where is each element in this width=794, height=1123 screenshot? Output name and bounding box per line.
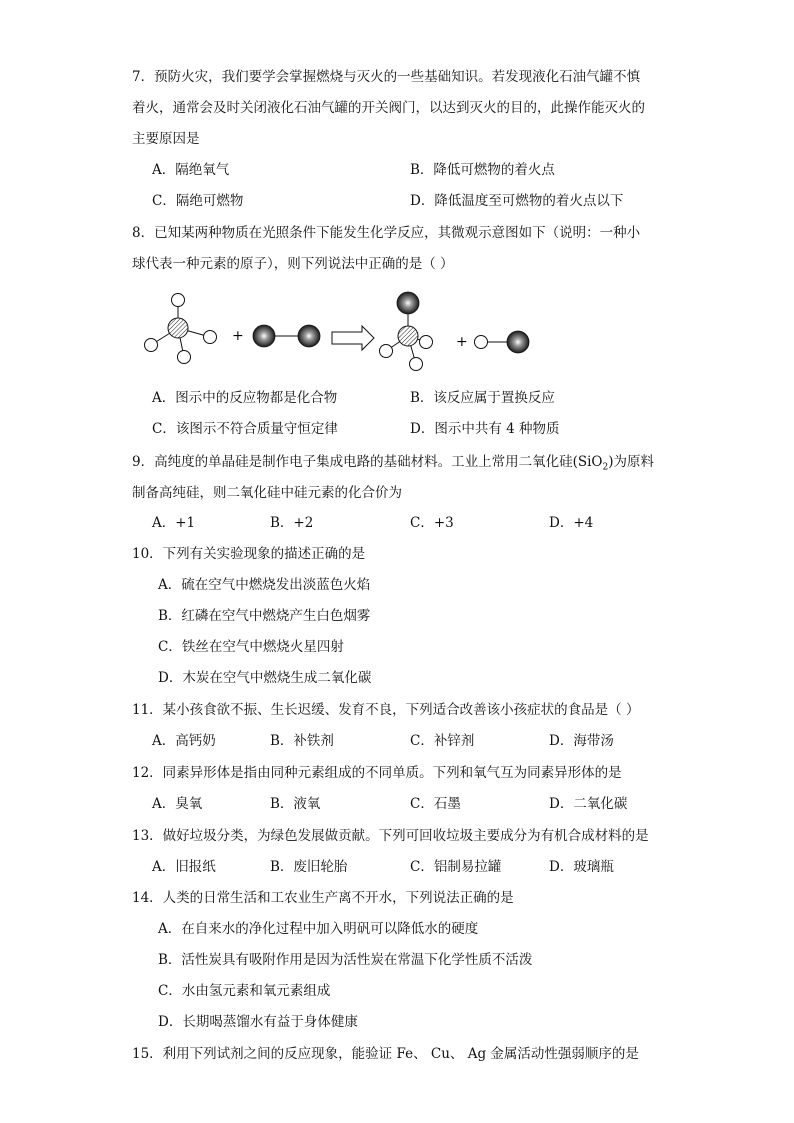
q9-option-b: B．+2: [270, 515, 314, 531]
q9-option-a: A．+1: [152, 515, 196, 531]
reaction-arrow: [332, 326, 374, 350]
q13-option-b: B．废旧轮胎: [270, 859, 348, 875]
reaction-diagram: [136, 282, 536, 378]
q7-option-d: D．降低温度至可燃物的着火点以下: [410, 193, 624, 209]
q10-option-b: B．红磷在空气中燃烧产生白色烟雾: [158, 608, 371, 624]
q11-option-b: B．补铁剂: [270, 733, 334, 749]
q11-line: 11．某小孩食欲不振、生长迟缓、发育不良，下列适合改善该小孩症状的食品是（ ）: [132, 702, 640, 718]
q8-option-a: A．图示中的反应物都是化合物: [152, 390, 338, 406]
q13-line: 13．做好垃圾分类，为绿色发展做贡献。下列可回收垃圾主要成分为有机合成材料的是: [132, 828, 649, 844]
q9-option-d: D．+4: [549, 515, 594, 531]
q13-option-c: C．铝制易拉罐: [410, 859, 502, 875]
product-molecule-1: [380, 292, 433, 371]
q8-line-1: 8．已知某两种物质在光照条件下能发生化学反应，其微观示意图如下（说明：一种小: [132, 225, 641, 241]
hatched-atom: [398, 326, 418, 346]
q12-option-d: D．二氧化碳: [549, 796, 628, 812]
q7-line-3: 主要原因是: [132, 131, 200, 147]
q14-option-d: D．长期喝蒸馏水有益于身体健康: [158, 1014, 358, 1030]
plus-sign: +: [232, 328, 244, 344]
q8-option-b: B．该反应属于置换反应: [410, 390, 555, 406]
small-atom: [475, 336, 488, 349]
q10-option-c: C．铁丝在空气中燃烧火星四射: [158, 639, 344, 655]
q14-line: 14．人类的日常生活和工农业生产离不开水，下列说法正确的是: [132, 890, 514, 906]
small-atom: [380, 345, 393, 358]
q14-option-a: A．在自来水的净化过程中加入明矾可以降低水的硬度: [158, 921, 479, 937]
q12-option-a: A．臭氧: [152, 796, 203, 812]
small-atom: [420, 336, 433, 349]
q14-option-c: C．水由氢元素和氧元素组成: [158, 983, 331, 999]
q13-option-a: A．旧报纸: [152, 859, 216, 875]
small-atom: [204, 331, 217, 344]
q15-line: 15．利用下列试剂之间的反应现象，能验证 Fe、 Cu、 Ag 金属活动性强弱顺序的是: [132, 1046, 639, 1062]
q7-option-c: C．隔绝可燃物: [152, 193, 244, 209]
q10-line: 10．下列有关实验现象的描述正确的是: [132, 546, 366, 562]
q8-option-c: C．该图示不符合质量守恒定律: [152, 421, 338, 437]
plus-sign: +: [456, 334, 468, 350]
q8-line-2: 球代表一种元素的原子），则下列说法中正确的是（ ）: [132, 256, 454, 272]
q11-option-a: A．高钙奶: [152, 733, 216, 749]
q12-line: 12．同素异形体是指由同种元素组成的不同单质。下列和氧气互为同素异形体的是: [132, 765, 622, 781]
small-atom: [172, 294, 185, 307]
q9-option-c: C．+3: [410, 515, 454, 531]
q9-line-1: 9．高纯度的单晶硅是制作电子集成电路的基础材料。工业上常用二氧化硅(SiO$_2$)为原料: [132, 454, 655, 473]
q9-line-2: 制备高纯硅，则二氧化硅中硅元素的化合价为: [132, 485, 402, 501]
hatched-atom: [168, 318, 188, 338]
q11-option-c: C．补锌剂: [410, 733, 475, 749]
q12-option-b: B．液氧: [270, 796, 321, 812]
small-atom: [145, 339, 158, 352]
dark-atom: [507, 331, 529, 353]
q10-option-a: A．硫在空气中燃烧发出淡蓝色火焰: [158, 577, 371, 593]
q10-option-d: D．木炭在空气中燃烧生成二氧化碳: [158, 670, 372, 686]
q12-option-c: C．石墨: [410, 796, 461, 812]
dark-atom: [298, 325, 320, 347]
small-atom: [410, 358, 423, 371]
q7-option-a: A．隔绝氧气: [152, 162, 230, 178]
q7-line-1: 7．预防火灾，我们要学会掌握燃烧与灭火的一些基础知识。若发现液化石油气罐不慎: [132, 69, 641, 85]
q13-option-d: D．玻璃瓶: [549, 859, 614, 875]
q7-option-b: B．降低可燃物的着火点: [410, 162, 555, 178]
subscript: 2: [602, 462, 609, 473]
q11-option-d: D．海带汤: [549, 733, 614, 749]
dark-atom: [253, 325, 275, 347]
reactant-molecule-1: [145, 294, 217, 364]
product-molecule-2: [475, 331, 530, 353]
q14-option-b: B．活性炭具有吸附作用是因为活性炭在常温下化学性质不活泼: [158, 952, 533, 968]
reactant-molecule-2: [253, 325, 320, 347]
dark-atom: [397, 292, 419, 314]
small-atom: [178, 351, 191, 364]
q8-option-d: D．图示中共有 4 种物质: [410, 421, 560, 437]
q7-line-2: 着火，通常会及时关闭液化石油气罐的开关阀门，以达到灭火的目的，此操作能灭火的: [132, 100, 645, 116]
